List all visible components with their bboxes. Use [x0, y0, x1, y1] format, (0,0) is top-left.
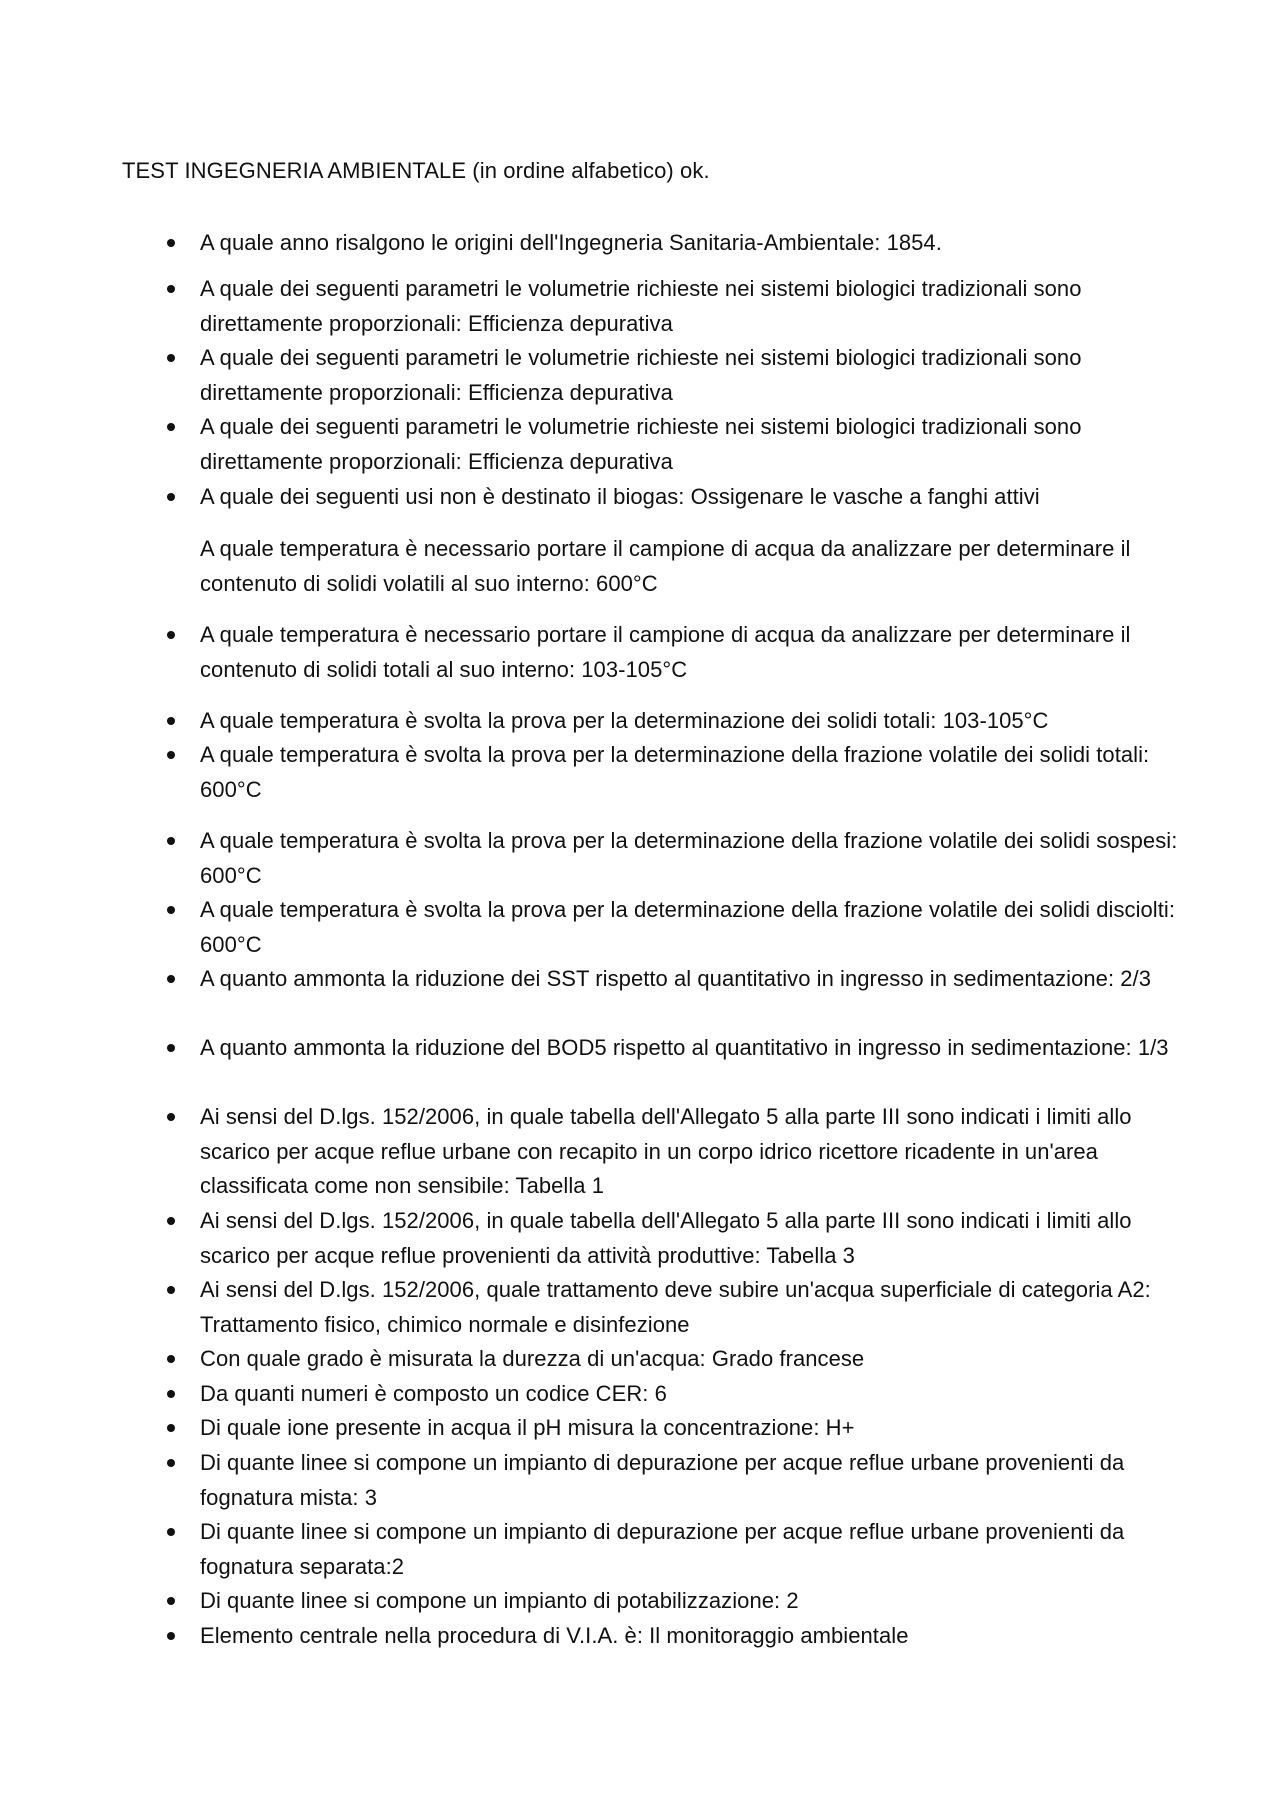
list-item: A quanto ammonta la riduzione del BOD5 rispetto al quantitativo in ingresso in sedimentazione: 1/3 [200, 1031, 1190, 1066]
list-item: A quale anno risalgono le origini dell'Ingegneria Sanitaria-Ambientale: 1854. [200, 226, 1190, 261]
list-item: Di quante linee si compone un impianto di depurazione per acque reflue urbane provenienti da fognatura mista: 3 [200, 1446, 1190, 1515]
list-item: Ai sensi del D.lgs. 152/2006, quale trattamento deve subire un'acqua superficiale di categoria A2: Trattamento fisico, chimico normale e disinfezione [200, 1273, 1190, 1342]
list-item: A quale dei seguenti parametri le volumetrie richieste nei sistemi biologici tradizionali sono direttamente proporzionali: Efficienza depurativa [200, 410, 1190, 479]
list-item: A quale temperatura è svolta la prova per la determinazione dei solidi totali: 103-105°C [200, 704, 1190, 739]
list-item: Di quante linee si compone un impianto di potabilizzazione: 2 [200, 1584, 1190, 1619]
document-title: TEST INGEGNERIA AMBIENTALE (in ordine alfabetico) ok. [122, 158, 710, 183]
list-item: A quale temperatura è necessario portare il campione di acqua da analizzare per determinare il contenuto di solidi totali al suo interno: 103-105°C [200, 618, 1190, 687]
list-item: A quale dei seguenti usi non è destinato il biogas: Ossigenare le vasche a fanghi attivi [200, 480, 1190, 515]
list-item: Ai sensi del D.lgs. 152/2006, in quale tabella dell'Allegato 5 alla parte III sono indicati i limiti allo scarico per acque reflue provenienti da attività produttive: Tabella 3 [200, 1204, 1190, 1273]
list-item: A quale temperatura è svolta la prova per la determinazione della frazione volatile dei solidi sospesi: 600°C [200, 824, 1190, 893]
list-item: Ai sensi del D.lgs. 152/2006, in quale tabella dell'Allegato 5 alla parte III sono indicati i limiti allo scarico per acque reflue urbane con recapito in un corpo idrico ricettore ricadente in un'area classificata come non sensibile: Tabella 1 [200, 1100, 1190, 1204]
list-item: A quale temperatura è svolta la prova per la determinazione della frazione volatile dei solidi disciolti: 600°C [200, 893, 1190, 962]
list-item: Con quale grado è misurata la durezza di un'acqua: Grado francese [200, 1342, 1190, 1377]
list-item: Di quante linee si compone un impianto di depurazione per acque reflue urbane provenienti da fognatura separata:2 [200, 1515, 1190, 1584]
list-item: A quanto ammonta la riduzione dei SST rispetto al quantitativo in ingresso in sedimentazione: 2/3 [200, 962, 1190, 997]
list-item: A quale temperatura è svolta la prova per la determinazione della frazione volatile dei solidi totali: 600°C [200, 738, 1190, 807]
list-item: Da quanti numeri è composto un codice CER: 6 [200, 1377, 1190, 1412]
list-item: A quale dei seguenti parametri le volumetrie richieste nei sistemi biologici tradizionali sono direttamente proporzionali: Efficienza depurativa [200, 341, 1190, 410]
list-item: Elemento centrale nella procedura di V.I.A. è: Il monitoraggio ambientale [200, 1619, 1190, 1654]
list-item: Di quale ione presente in acqua il pH misura la concentrazione: H+ [200, 1411, 1190, 1446]
list-item: A quale temperatura è necessario portare il campione di acqua da analizzare per determinare il contenuto di solidi volatili al suo interno: 600°C [200, 536, 1131, 596]
list-item: A quale dei seguenti parametri le volumetrie richieste nei sistemi biologici tradizionali sono direttamente proporzionali: Efficienza depurativa [200, 272, 1190, 341]
